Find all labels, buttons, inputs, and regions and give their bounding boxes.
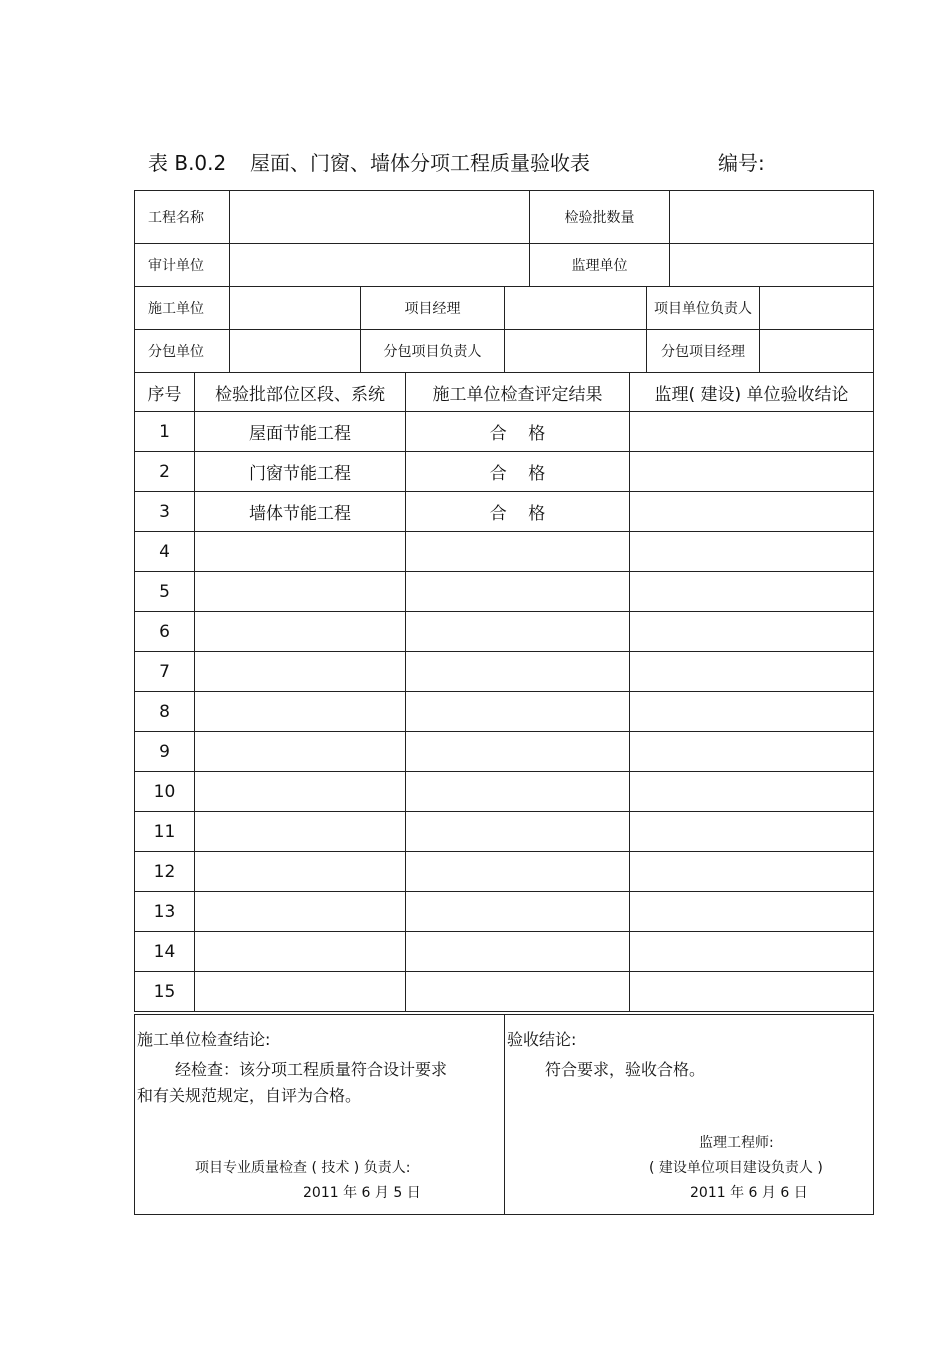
header-conclusion: 监理( 建设) 单位验收结论 (630, 373, 874, 412)
table-row (135, 492, 874, 532)
row-no: 9 (135, 732, 195, 772)
project-unit-head-field[interactable] (760, 287, 874, 330)
batch-count-field[interactable] (670, 191, 874, 244)
row-part[interactable] (195, 692, 406, 732)
row-result[interactable] (406, 852, 630, 892)
row-conclusion[interactable] (630, 892, 874, 932)
row-part[interactable]: 门窗节能工程 (195, 452, 406, 492)
acceptance-date: 2011 年 6 月 6 日 (690, 1185, 808, 1201)
row-result[interactable] (406, 652, 630, 692)
row-result[interactable] (406, 772, 630, 812)
row-no: 13 (135, 892, 195, 932)
row-part[interactable] (195, 612, 406, 652)
subcontract-unit-label: 分包单位 (135, 330, 230, 373)
subcontract-manager-field[interactable] (760, 330, 874, 373)
construction-conclusion-cell[interactable] (135, 1015, 505, 1215)
design-unit-field[interactable] (230, 244, 530, 287)
header-result: 施工单位检查评定结果 (406, 373, 630, 412)
row-result[interactable] (406, 692, 630, 732)
row-conclusion[interactable] (630, 692, 874, 732)
acceptance-conclusion-cell[interactable] (505, 1015, 874, 1215)
table-row (135, 572, 874, 612)
row-part[interactable]: 墙体节能工程 (195, 492, 406, 532)
row-no: 14 (135, 932, 195, 972)
construction-signer: 项目专业质量检查 ( 技术 ) 负责人: (195, 1160, 411, 1176)
construction-date: 2011 年 6 月 5 日 (303, 1185, 421, 1201)
row-part[interactable] (195, 892, 406, 932)
table-row (135, 892, 874, 932)
row-result[interactable] (406, 572, 630, 612)
supervision-unit-label: 监理单位 (530, 244, 670, 287)
row-conclusion[interactable] (630, 492, 874, 532)
row-conclusion[interactable] (630, 572, 874, 612)
row-conclusion[interactable] (630, 612, 874, 652)
row-result[interactable]: 合 格 (406, 412, 630, 452)
row-part[interactable]: 屋面节能工程 (195, 412, 406, 452)
row-no: 11 (135, 812, 195, 852)
design-unit-label: 审计单位 (135, 244, 230, 287)
construction-unit-field[interactable] (230, 287, 361, 330)
row-no: 1 (135, 412, 195, 452)
acceptance-conclusion-line1: 符合要求，验收合格。 (545, 1060, 706, 1079)
row-part[interactable] (195, 772, 406, 812)
row-result[interactable] (406, 532, 630, 572)
batch-count-label: 检验批数量 (530, 191, 670, 244)
row-result[interactable] (406, 932, 630, 972)
row-conclusion[interactable] (630, 732, 874, 772)
row-no: 7 (135, 652, 195, 692)
table-row (135, 732, 874, 772)
inspection-items-table (134, 372, 874, 1012)
acceptance-conclusion-heading: 验收结论: (507, 1030, 577, 1049)
row-conclusion[interactable] (630, 532, 874, 572)
row-result[interactable] (406, 732, 630, 772)
row-no: 12 (135, 852, 195, 892)
header-no: 序号 (135, 373, 195, 412)
table-row (135, 932, 874, 972)
project-name-label: 工程名称 (135, 191, 230, 244)
form-title (148, 150, 848, 180)
table-row (135, 452, 874, 492)
form-name: 屋面、门窗、墙体分项工程质量验收表 (250, 151, 590, 175)
subcontract-head-label: 分包项目负责人 (361, 330, 505, 373)
row-result[interactable] (406, 892, 630, 932)
row-conclusion[interactable] (630, 972, 874, 1012)
table-row (135, 772, 874, 812)
table-row (135, 812, 874, 852)
items-body (135, 412, 874, 1012)
table-row (135, 532, 874, 572)
row-no: 8 (135, 692, 195, 732)
row-no: 6 (135, 612, 195, 652)
row-part[interactable] (195, 532, 406, 572)
row-conclusion[interactable] (630, 652, 874, 692)
row-no: 3 (135, 492, 195, 532)
row-result[interactable] (406, 612, 630, 652)
header-part: 检验批部位区段、系统 (195, 373, 406, 412)
subcontract-unit-field[interactable] (230, 330, 361, 373)
row-part[interactable] (195, 732, 406, 772)
items-header-row (135, 373, 874, 412)
construction-conclusion-heading: 施工单位检查结论: (137, 1030, 271, 1049)
project-info-table (134, 190, 874, 373)
row-part[interactable] (195, 972, 406, 1012)
row-part[interactable] (195, 852, 406, 892)
subcontract-head-field[interactable] (505, 330, 647, 373)
row-conclusion[interactable] (630, 772, 874, 812)
row-conclusion[interactable] (630, 412, 874, 452)
row-conclusion[interactable] (630, 932, 874, 972)
table-row (135, 652, 874, 692)
row-no: 2 (135, 452, 195, 492)
row-part[interactable] (195, 932, 406, 972)
construction-conclusion-line1: 经检查：该分项工程质量符合设计要求 (175, 1060, 448, 1079)
row-result[interactable] (406, 812, 630, 852)
row-no: 5 (135, 572, 195, 612)
construction-conclusion-line2: 和有关规范规定，自评为合格。 (137, 1086, 362, 1105)
table-row (135, 692, 874, 732)
construction-unit-label: 施工单位 (135, 287, 230, 330)
row-conclusion[interactable] (630, 452, 874, 492)
row-result[interactable]: 合 格 (406, 492, 630, 532)
subcontract-manager-label: 分包项目经理 (647, 330, 760, 373)
project-name-field[interactable] (230, 191, 530, 244)
row-result[interactable] (406, 972, 630, 1012)
construction-owner-label: ( 建设单位项目建设负责人 ) (649, 1160, 823, 1176)
conclusion-table (134, 1014, 874, 1215)
row-part[interactable] (195, 812, 406, 852)
row-part[interactable] (195, 572, 406, 612)
project-manager-label: 项目经理 (361, 287, 505, 330)
project-manager-field[interactable] (505, 287, 647, 330)
row-conclusion[interactable] (630, 812, 874, 852)
row-conclusion[interactable] (630, 852, 874, 892)
row-no: 4 (135, 532, 195, 572)
table-row (135, 612, 874, 652)
row-result[interactable]: 合 格 (406, 452, 630, 492)
row-part[interactable] (195, 652, 406, 692)
project-unit-head-label: 项目单位负责人 (647, 287, 760, 330)
row-no: 15 (135, 972, 195, 1012)
table-row (135, 852, 874, 892)
supervision-engineer-label: 监理工程师: (699, 1135, 774, 1151)
supervision-unit-field[interactable] (670, 244, 874, 287)
form-code: 表 B.0.2 (148, 151, 227, 175)
form-number-label: 编号: (718, 151, 765, 175)
table-row (135, 412, 874, 452)
table-row (135, 972, 874, 1012)
row-no: 10 (135, 772, 195, 812)
